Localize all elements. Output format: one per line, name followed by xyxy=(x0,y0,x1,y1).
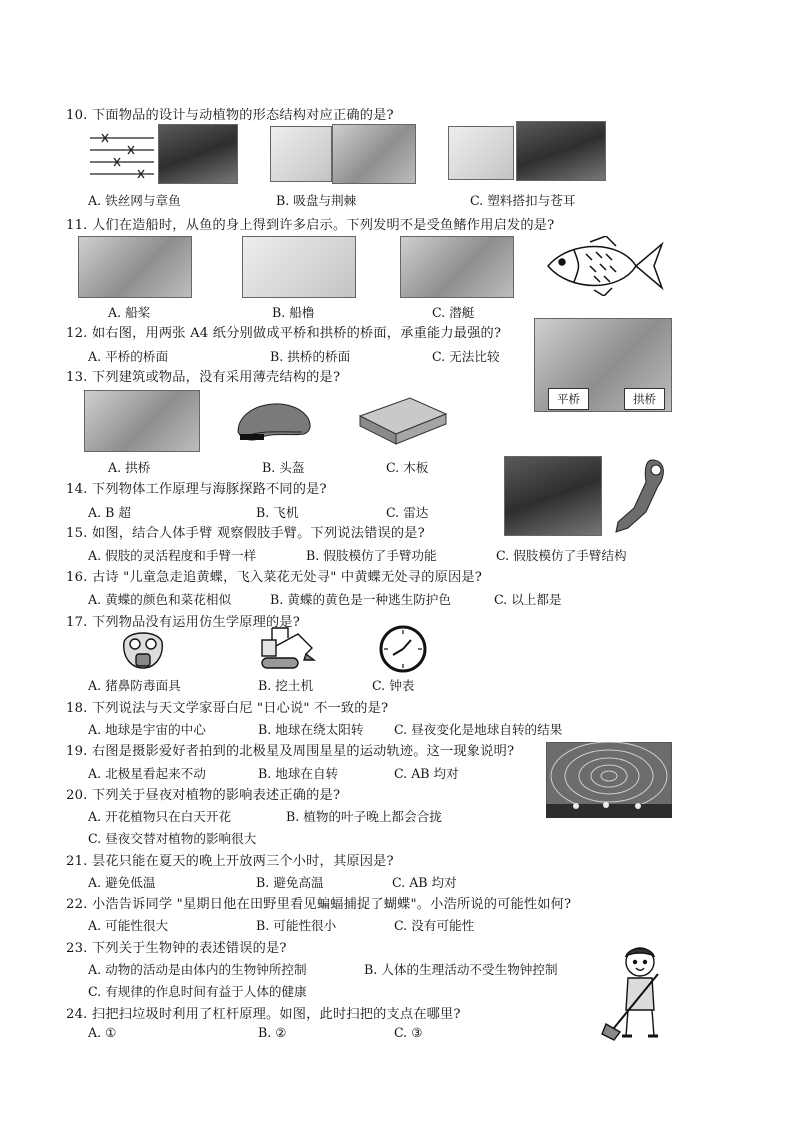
arch-bridge-photo xyxy=(84,390,200,452)
question-21: 21. 昙花只能在夏天的晚上开放两三个小时，其原因是? xyxy=(66,854,394,869)
octopus-photo xyxy=(158,124,238,184)
option-21b: B. 避免高温 xyxy=(256,875,324,890)
wood-board-icon xyxy=(356,394,448,446)
option-19b: B. 地球在自转 xyxy=(258,766,339,781)
option-21a: A. 避免低温 xyxy=(88,875,156,890)
question-12: 12. 如右图，用两张 A4 纸分别做成平桥和拱桥的桥面，承重能力最强的? xyxy=(66,326,502,341)
scull-photo xyxy=(242,236,356,298)
option-21c: C. AB 均对 xyxy=(392,875,457,890)
option-17a: A. 猪鼻防毒面具 xyxy=(88,678,181,693)
option-13b: B. 头盔 xyxy=(262,460,305,475)
question-17: 17. 下列物品没有运用仿生学原理的是? xyxy=(66,615,301,630)
option-16b: B. 黄蝶的黄色是一种逃生防护色 xyxy=(270,592,451,607)
option-10a: A. 铁丝网与章鱼 xyxy=(88,193,181,208)
prosthetic-arm-icon xyxy=(606,456,676,536)
option-16c: C. 以上都是 xyxy=(494,592,562,607)
option-16a: A. 黄蝶的颜色和菜花相似 xyxy=(88,592,232,607)
option-11c: C. 潜艇 xyxy=(432,305,475,320)
cocklebur-photo xyxy=(516,121,606,181)
option-20a: A. 开花植物只在白天开花 xyxy=(88,809,232,824)
option-22a: A. 可能性很大 xyxy=(88,918,169,933)
option-15b: B. 假肢模仿了手臂功能 xyxy=(306,548,437,563)
option-10c: C. 塑料搭扣与苍耳 xyxy=(470,193,576,208)
clock-icon xyxy=(378,624,428,674)
option-18a: A. 地球是宇宙的中心 xyxy=(88,722,206,737)
option-24c: C. ③ xyxy=(394,1025,423,1040)
option-19a: A. 北极星看起来不动 xyxy=(88,766,206,781)
question-15: 15. 如图，结合人体手臂 观察假肢手臂。下列说法错误的是? xyxy=(66,526,425,541)
option-20b: B. 植物的叶子晚上都会合拢 xyxy=(286,809,442,824)
option-14c: C. 雷达 xyxy=(386,505,429,520)
star-trails-photo xyxy=(546,742,672,818)
submarine-photo xyxy=(400,236,514,298)
option-20c: C. 昼夜交替对植物的影响很大 xyxy=(88,831,257,846)
barbed-wire-icon xyxy=(88,128,156,180)
option-17b: B. 挖土机 xyxy=(258,678,314,693)
option-23b: B. 人体的生理活动不受生物钟控制 xyxy=(364,962,558,977)
option-15a: A. 假肢的灵活程度和手臂一样 xyxy=(88,548,257,563)
option-19c: C. AB 均对 xyxy=(394,766,459,781)
boy-sweeping-icon xyxy=(600,944,676,1044)
option-23a: A. 动物的活动是由体内的生物钟所控制 xyxy=(88,962,307,977)
thorn-photo xyxy=(332,124,416,184)
option-10b: B. 吸盘与荆棘 xyxy=(276,193,357,208)
option-23c: C. 有规律的作息时间有益于人体的健康 xyxy=(88,984,307,999)
option-14a: A. B 超 xyxy=(88,505,131,520)
option-12b: B. 拱桥的桥面 xyxy=(270,349,351,364)
question-10: 10. 下面物品的设计与动植物的形态结构对应正确的是? xyxy=(66,108,394,123)
option-22c: C. 没有可能性 xyxy=(394,918,475,933)
option-11b: B. 船橹 xyxy=(272,305,315,320)
question-22: 22. 小浩告诉同学 "星期日他在田野里看见蝙蝠捕捉了蝴蝶"。小浩所说的可能性如何? xyxy=(66,897,572,912)
question-13: 13. 下列建筑或物品，没有采用薄壳结构的是? xyxy=(66,370,341,385)
question-24: 24. 扫把扫垃圾时利用了杠杆原理。如图，此时扫把的支点在哪里? xyxy=(66,1007,461,1022)
option-14b: B. 飞机 xyxy=(256,505,299,520)
option-17c: C. 钟表 xyxy=(372,678,415,693)
option-22b: B. 可能性很小 xyxy=(256,918,337,933)
option-24a: A. ① xyxy=(88,1025,117,1040)
option-24b: B. ② xyxy=(258,1025,287,1040)
option-12c: C. 无法比较 xyxy=(432,349,500,364)
child-arm-photo xyxy=(504,456,602,536)
question-11: 11. 人们在造船时，从鱼的身上得到许多启示。下列发明不是受鱼鳍作用启发的是? xyxy=(66,218,555,233)
fish-icon xyxy=(540,236,666,296)
question-14: 14. 下列物体工作原理与海豚探路不同的是? xyxy=(66,482,327,497)
label-flat-bridge: 平桥 xyxy=(548,388,589,410)
excavator-icon xyxy=(258,626,318,674)
helmet-icon xyxy=(232,392,316,450)
suction-cup-photo xyxy=(270,126,332,182)
option-11a: A. 船桨 xyxy=(108,305,151,320)
option-13a: A. 拱桥 xyxy=(108,460,151,475)
velcro-photo xyxy=(448,126,514,180)
oar-photo xyxy=(78,236,192,298)
option-12a: A. 平桥的桥面 xyxy=(88,349,169,364)
option-18c: C. 昼夜变化是地球自转的结果 xyxy=(394,722,563,737)
option-18b: B. 地球在绕太阳转 xyxy=(258,722,364,737)
option-15c: C. 假肢模仿了手臂结构 xyxy=(496,548,627,563)
question-23: 23. 下列关于生物钟的表述错误的是? xyxy=(66,941,287,956)
gas-mask-icon xyxy=(118,628,168,672)
question-20: 20. 下列关于昼夜对植物的影响表述正确的是? xyxy=(66,788,341,803)
question-16: 16. 古诗 "儿童急走追黄蝶，飞入菜花无处寻" 中黄蝶无处寻的原因是? xyxy=(66,570,483,585)
question-18: 18. 下列说法与天文学家哥白尼 "日心说" 不一致的是? xyxy=(66,701,389,716)
question-19: 19. 右图是摄影爱好者拍到的北极星及周围星星的运动轨迹。这一现象说明? xyxy=(66,744,515,759)
label-arch-bridge: 拱桥 xyxy=(624,388,665,410)
option-13c: C. 木板 xyxy=(386,460,429,475)
